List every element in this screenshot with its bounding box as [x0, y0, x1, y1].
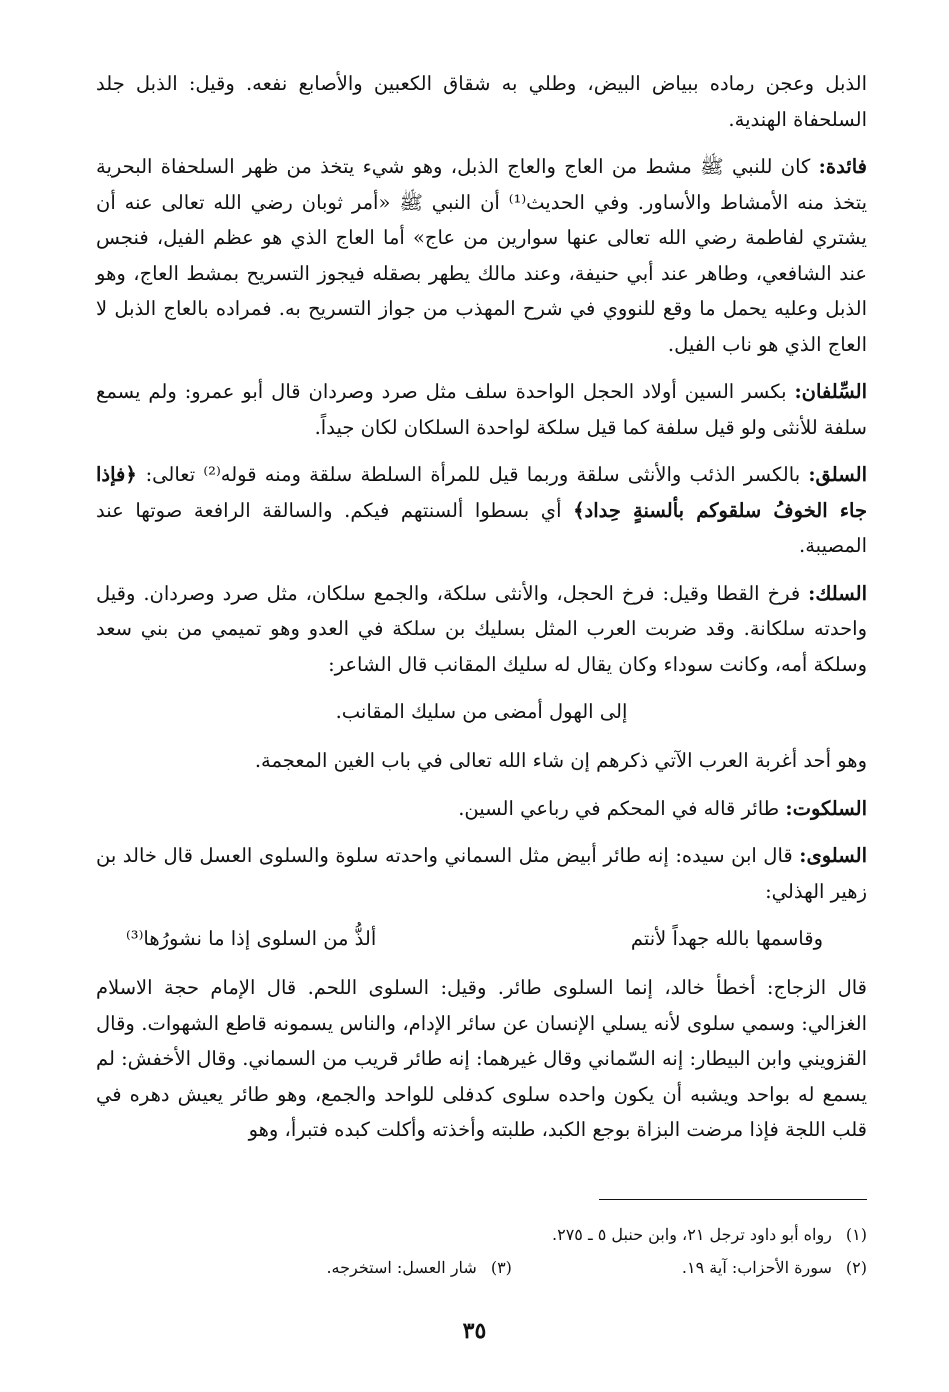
paragraph-tail: أي بسطوا ألسنتهم فيكم. والسالقة الرافعة صوتها عند المصيبة. — [96, 498, 867, 557]
entry-term: السلكوت: — [785, 796, 867, 820]
footnote-divider — [599, 1199, 867, 1200]
poetry-verse-hudhali — [96, 921, 867, 956]
entry-term: السِّلفان: — [794, 380, 867, 403]
entry-term: السلك: — [808, 581, 867, 605]
paragraph-silk — [96, 576, 867, 683]
paragraph-faida — [96, 149, 867, 362]
paragraph-dhabl-continuation — [96, 66, 867, 137]
footnote-1 — [552, 1218, 867, 1251]
verse-second-hemistich: ألذُّ من السلوى إذا ما نشورُها⁽³⁾ — [126, 927, 377, 950]
paragraph-salwa — [96, 838, 867, 909]
page-number: ٣٥ — [462, 1318, 487, 1344]
entry-term: فائدة: — [818, 155, 867, 178]
quran-quote: ﴿فإذا جاء الخوفُ سلقوكم بألسنةٍ حِداد﴾ — [96, 463, 867, 522]
paragraph-text: بكسر السين أولاد الحجل الواحدة سلف مثل صرد وصردان قال أبو عمرو: ولم يسمع سلفة للأنثى ولو قيل سلفة كما قيل سلكة لواحدة السلكان لكان جيداً. — [96, 380, 867, 439]
entry-term: السلوى: — [799, 844, 867, 867]
paragraph-text: فرخ القطا وقيل: فرخ الحجل، والأنثى سلكة، والجمع سلكان، مثل صرد وصردان. وقيل واحدته سلكانة. وقد ضربت العرب المثل بسليك بن سلكة في العدو وهو تميمي من بني سعد وسلكة أمه، وكانت سوداء وكان يقال له سليك المقانب قال الشاعر: — [96, 581, 867, 676]
paragraph-aghriba — [96, 743, 867, 779]
paragraph-text: الذبل وعجن رماده ببياض البيض، وطلي به شقاق الكعبين والأصابع نفعه. وقيل: الذبل جلد السلحفاة الهندية. — [96, 72, 867, 131]
footnote-text: سورة الأحزاب: آية ١٩. — [681, 1258, 832, 1277]
footnote-row — [96, 1251, 867, 1284]
poetry-verse-sulaik: إلى الهول أمضى من سليك المقانب. — [335, 700, 628, 723]
paragraph-salkut — [96, 791, 867, 827]
footnote-number: (٢) — [845, 1258, 867, 1277]
verse-first-hemistich: وقاسمها بالله جهداً لأنتم — [630, 927, 823, 950]
page-body — [96, 66, 867, 1160]
paragraph-text: طائر قاله في المحكم في رباعي السين. — [458, 796, 786, 820]
paragraph-zajjaj — [96, 970, 867, 1148]
footnotes — [96, 1218, 867, 1284]
footnote-number: (٣) — [490, 1258, 512, 1277]
footnote-number: (١) — [845, 1225, 867, 1244]
paragraph-text: قال ابن سيده: إنه طائر أبيض مثل السماني واحدته سلوة والسلوى العسل قال خالد بن زهير الهذلي: — [96, 844, 867, 903]
paragraph-silfan — [96, 374, 867, 445]
paragraph-silq — [96, 457, 867, 564]
paragraph-text: كان للنبي ﷺ مشط من العاج والعاج الذبل، وهو شيء يتخذ من ظهر السلحفاة البحرية يتخذ منه الأمشاط والأساور. وفي الحديث⁽¹⁾ أن النبي ﷺ «أمر ثوبان رضي الله تعالى عنه أن يشتري لفاطمة رضي الله تعالى عنها سوارين من عاج» أما العاج الذي هو عظم الفيل، فنجس عند الشافعي، وطاهر عند أبي حنيفة، وعند مالك يطهر بصقله فيجوز التسريح بمشط العاج، وهو الذبل وعليه يحمل ما وقع للنووي في شرح المهذب من جواز التسريح به. فمراده بالعاج الذبل لا العاج الذي هو ناب الفيل. — [96, 155, 868, 356]
footnote-text: رواه أبو داود ترجل ٢١، وابن حنبل ٥ ـ ٢٧٥. — [552, 1225, 832, 1244]
footnote-text: شار العسل: استخرجه. — [326, 1258, 477, 1277]
footnote-row — [96, 1218, 867, 1251]
paragraph-text: قال الزجاج: أخطأ خالد، إنما السلوى طائر. وقيل: السلوى اللحم. قال الإمام حجة الاسلام الغزالي: وسمي سلوى لأنه يسلي الإنسان عن سائر الإدام، والناس يسمونه قاطع الشهوات. وقال القزويني وابن البيطار: إنه السّماني وقال غيرهما: إنه طائر قريب من السماني. وقال الأخفش: لم يسمع له بواحد ويشبه أن يكون واحده سلوى كدفلى للواحد والجمع، وهو طائر يعيش دهره في قلب اللجة فإذا مرضت البزاة بوجع الكبد، طلبته وأخذته وأكلت كبده فتبرأ، وهو — [95, 976, 867, 1141]
footnote-2 — [682, 1251, 867, 1284]
paragraph-text: وهو أحد أغربة العرب الآتي ذكرهم إن شاء الله تعالى في باب الغين المعجمة. — [254, 749, 867, 772]
paragraph-text: بالكسر الذئب والأنثى سلقة وربما قيل للمرأة السلطة سلقة ومنه قوله⁽²⁾ تعالى: — [145, 463, 809, 486]
entry-term: السلق: — [808, 463, 867, 486]
footnote-3 — [326, 1251, 511, 1284]
